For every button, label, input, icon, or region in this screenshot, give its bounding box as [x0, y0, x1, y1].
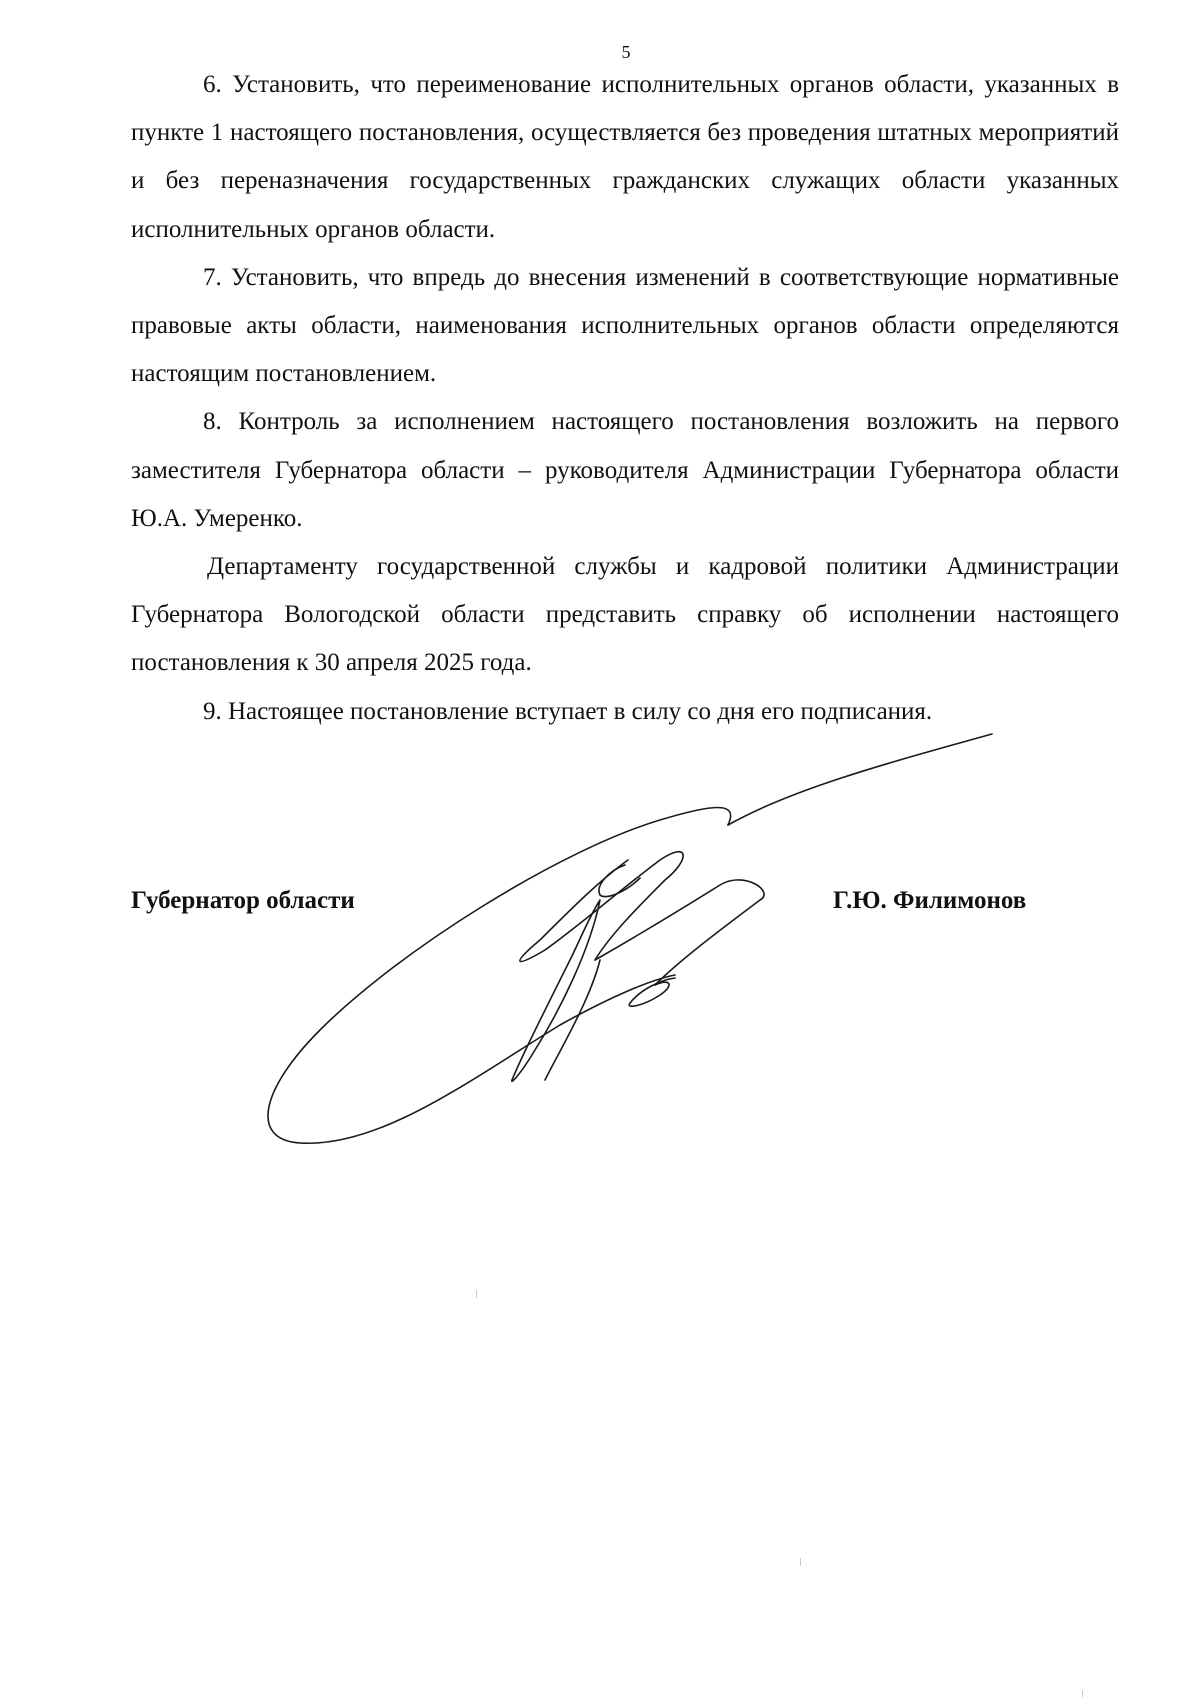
paragraph-item-9: 9. Настоящее постановление вступает в силу со дня его подписания. [203, 697, 933, 725]
scan-speck [800, 1558, 801, 1566]
document-body [131, 61, 1119, 736]
paragraph-item-7: 7. Установить, что впредь до внесения изменений в соответствующие нормативные правовые акты области, наименования исполнительных органов области определяются настоящим постановлением. [131, 263, 1119, 388]
signatory-title: Губернатор области [131, 887, 355, 914]
scan-speck [1082, 1690, 1083, 1697]
paragraph-item-8: 8. Контроль за исполнением настоящего постановления возложить на первого заместителя Губернатора области – руководителя Администрации Губернатора области Ю.А. Умеренко. [131, 408, 1119, 532]
scan-speck [476, 1290, 477, 1298]
paragraph-item-6: 6. Установить, что переименование исполнительных органов области, указанных в пункте 1 настоящего постановления, осуществляется без проведения штатных мероприятий и без переназначения государственных гражданских служащих области указанных исполнительных органов области. [131, 71, 1119, 243]
signatory-name: Г.Ю. Филимонов [833, 887, 1027, 914]
page-number: 5 [621, 42, 631, 62]
signature-block [131, 887, 1119, 927]
paragraph-department-instruction: Департаменту государственной службы и кадровой политики Администрации Губернатора Вологодской области представить справку об исполнении настоящего постановления к 30 апреля 2025 года. [131, 553, 1119, 677]
